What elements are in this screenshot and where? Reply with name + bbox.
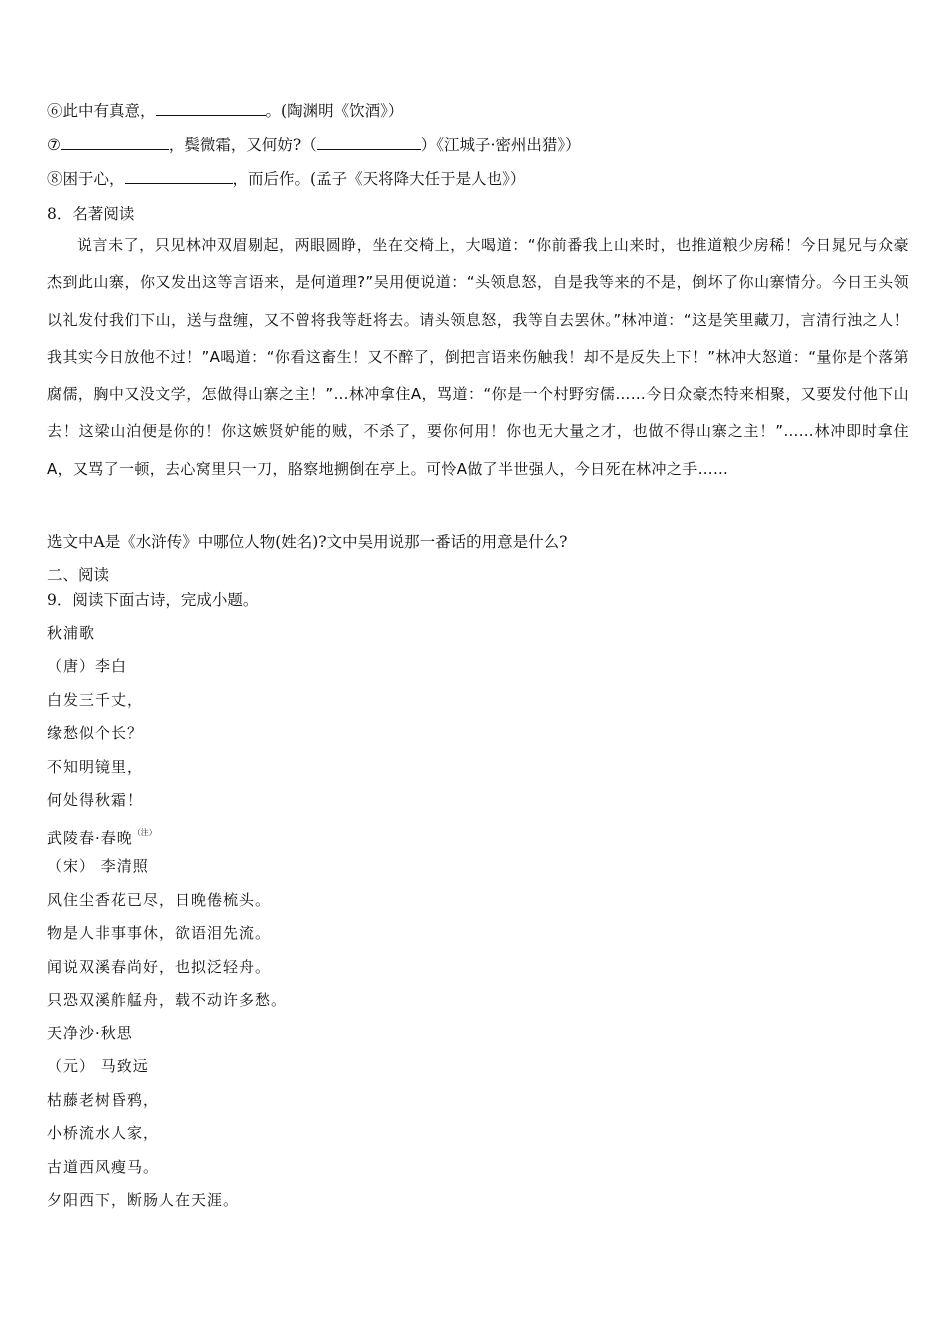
fill-blank[interactable] [61,135,169,150]
poem-title: 天净沙·秋思 [47,1024,133,1042]
poem-title-text: 武陵春·春晚 [47,829,133,847]
fill-blank[interactable] [156,101,266,116]
poem-line: 风住尘香花已尽，日晚倦梳头。 [47,891,272,909]
poem-line: 闻说双溪春尚好，也拟泛轻舟。 [47,958,272,976]
question-item-7 [47,135,581,155]
question-item-6 [47,101,403,121]
question-item-8 [47,169,525,189]
section-8-question: 选文中A是《水浒传》中哪位人物(姓名)?文中吴用说那一番话的用意是什么? [47,533,568,551]
poem-line: 何处得秋霜！ [47,791,144,809]
item-7-text: ，鬓微霜，又何妨?（ [168,136,317,154]
poem-author: （唐）李白 [47,657,128,675]
footnote-marker: （注） [132,828,157,837]
part-2-heading: 二、阅读 [47,566,110,584]
poem-line: 古道西风瘦马。 [47,1158,160,1176]
fill-blank[interactable] [317,135,421,150]
question-9-heading: 9．阅读下面古诗，完成小题。 [47,591,259,609]
novel-excerpt: 说言未了，只见林冲双眉剔起，两眼圆睁，坐在交椅上，大喝道：“你前番我上山来时，也推道粮少房稀！今日晁兄与众豪杰到此山寨，你又发出这等言语来，是何道理?”吴用便说道：“头领息怒，自是我等来的不是，倒坏了你山寨情分。今日王头领以礼发付我们下山，送与盘缠，又不曾将我等赶将去。请头领息怒，我等自去罢休。”林冲道：“这是笑里藏刀，言清行浊之人！我其实今日放他不过！”A喝道：“你看这畜生！又不醉了，倒把言语来伤触我！却不是反失上下！”林冲大怒道：“量你是个落第腐儒，胸中又没文学，怎做得山寨之主！”…林冲拿住A，骂道：“你是一个村野穷儒……今日众豪杰特来相聚，又要发付他下山去！这梁山泊便是你的！你这嫉贤妒能的贼，不杀了，要你何用！你也无大量之才，也做不得山寨之主！”……林冲即时拿住A，又骂了一顿，去心窝里只一刀，胳察地搠倒在亭上。可怜A做了半世强人，今日死在林冲之手…… [47,236,909,478]
poem-line: 物是人非事事休，欲语泪先流。 [47,924,272,942]
poem-line: 夕阳西下，断肠人在天涯。 [47,1191,240,1209]
poem-title: 秋浦歌 [47,624,96,642]
poem-line: 只恐双溪舴艋舟，载不动许多愁。 [47,991,288,1009]
poem-line: 缘愁似个长？ [47,724,144,742]
poem-line: 不知明镜里， [47,758,144,776]
item-6-source: 。(陶渊明《饮酒》） [265,102,404,120]
poem-line: 小桥流水人家， [47,1124,160,1142]
poem-title [47,823,157,848]
item-8-source: ，而后作。(孟子《天将降大任于是人也》） [232,170,526,188]
poem-line: 枯藤老树昏鸦， [47,1091,160,1109]
item-7-source: ）《江城子·密州出猎》） [420,136,581,154]
item-6-text: ⑥此中有真意， [47,102,156,120]
poem-author: （元） 马致远 [47,1057,149,1075]
fill-blank[interactable] [125,169,233,184]
item-8-text: ⑧困于心， [47,170,125,188]
poem-line: 白发三千丈， [47,691,144,709]
poem-author: （宋） 李清照 [47,857,149,875]
item-7-mark: ⑦ [47,136,61,154]
section-8-heading: 8．名著阅读 [47,205,135,223]
